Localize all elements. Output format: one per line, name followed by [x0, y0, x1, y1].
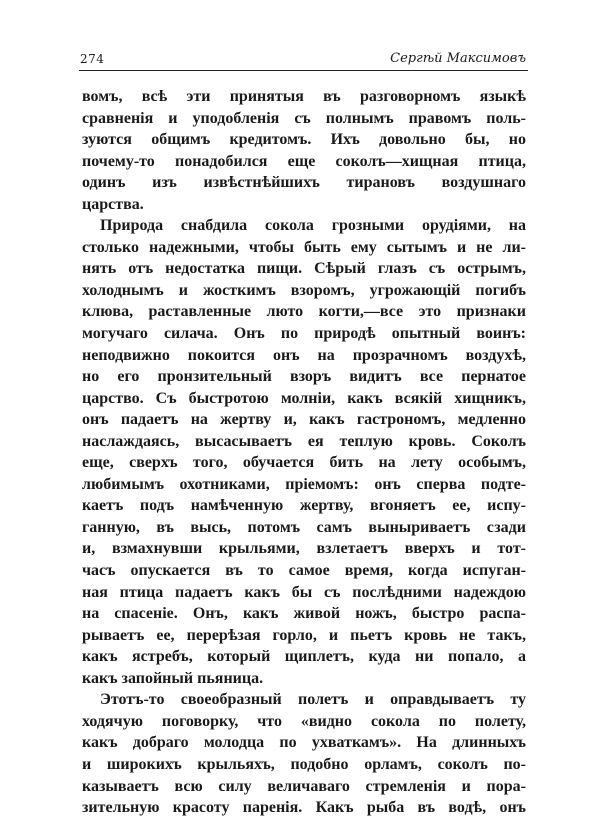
text-line: почему-то понадобился еще соколъ—хищная птица, — [82, 152, 526, 170]
text-line: ная птица падаетъ какъ бы съ послѣдними надеждою — [82, 583, 526, 601]
text-line: неподвижно покоится онъ на прозрачномъ воздухѣ, — [82, 346, 526, 364]
text-line: рываетъ ее, перерѣзая горло, и пьетъ кровь не такъ, — [82, 626, 526, 644]
body-text — [82, 86, 526, 819]
text-line: каетъ подъ намѣченную жертву, вгоняетъ ее, испу- — [82, 497, 526, 515]
text-line: нять отъ недостатка пищи. Сѣрый глазъ съ острымъ, — [82, 260, 526, 278]
paragraph — [82, 86, 526, 215]
text-line: и, взмахнувши крыльями, взлетаетъ вверхъ и тот- — [82, 540, 526, 558]
text-line: онъ падаетъ на жертву и, какъ гастрономъ, медленно — [82, 411, 526, 429]
text-line: царства. — [82, 195, 144, 213]
text-line: одинъ изъ извѣстнѣйшихъ тирановъ воздушнаго — [82, 174, 526, 192]
text-line: ганную, въ высь, потомъ самъ выныриваетъ сзади — [82, 518, 526, 536]
page-number: 274 — [80, 52, 105, 66]
page-header — [79, 44, 528, 71]
text-line: холоднымъ и жосткимъ взоромъ, угрожающій погибъ — [82, 281, 526, 299]
text-line: любимымъ охотниками, пріемомъ: онъ сперва подте- — [82, 475, 526, 493]
text-line: зуются общимъ кредитомъ. Ихъ довольно бы, но — [82, 131, 526, 149]
running-title: Сергѣй Максимовъ — [390, 51, 526, 66]
text-line: на спасеніе. Онъ, какъ живой ножъ, быстро распа- — [82, 605, 526, 623]
text-line: вомъ, всѣ эти принятыя въ разговорномъ языкѣ — [82, 88, 526, 105]
paragraph — [82, 689, 526, 818]
text-line: сравненія и уподобленія съ полнымъ правомъ поль- — [82, 109, 526, 127]
text-line: еще, сверхъ того, обучается бить на лету особымъ, — [82, 454, 526, 472]
text-line: клюва, раставленные люто когти,—все это признаки — [82, 303, 526, 321]
text-line: Природа снабдила сокола грозными орудіями, на — [100, 217, 526, 235]
text-line: царство. Съ быстротою молніи, какъ всякій хищникъ, — [82, 389, 526, 407]
paragraph — [82, 215, 526, 689]
text-line: какъ запойный пьяница. — [82, 669, 264, 687]
text-line: могучаго силача. Онъ по природѣ опытный воинъ: — [82, 325, 526, 343]
text-line: зительную красоту паренія. Какъ рыба въ водѣ, онъ — [82, 799, 526, 817]
text-line: какъ добраго молодца по ухваткамъ». На длинныхъ — [82, 734, 526, 752]
text-line: наслаждаясь, высасываетъ ея теплую кровь. Соколъ — [82, 432, 526, 450]
text-line: столько надежными, чтобы быть ему сытымъ и не ли- — [82, 238, 526, 256]
text-line: но его пронзительный взоръ видитъ все пернатое — [82, 368, 526, 386]
text-line: ходячую поговорку, что «видно сокола по полету, — [82, 712, 526, 730]
text-line: Этотъ-то своеобразный полетъ и оправдываетъ ту — [100, 691, 526, 709]
text-line: часъ опускается въ то самое время, когда испуган- — [82, 562, 526, 580]
text-line: казываетъ всю силу величаваго стремленія и пора- — [82, 777, 526, 795]
text-line: какъ ястребъ, который щиплетъ, куда ни попало, а — [82, 648, 526, 666]
text-line: и широкихъ крыльяхъ, подобно орламъ, соколъ по- — [82, 755, 526, 773]
